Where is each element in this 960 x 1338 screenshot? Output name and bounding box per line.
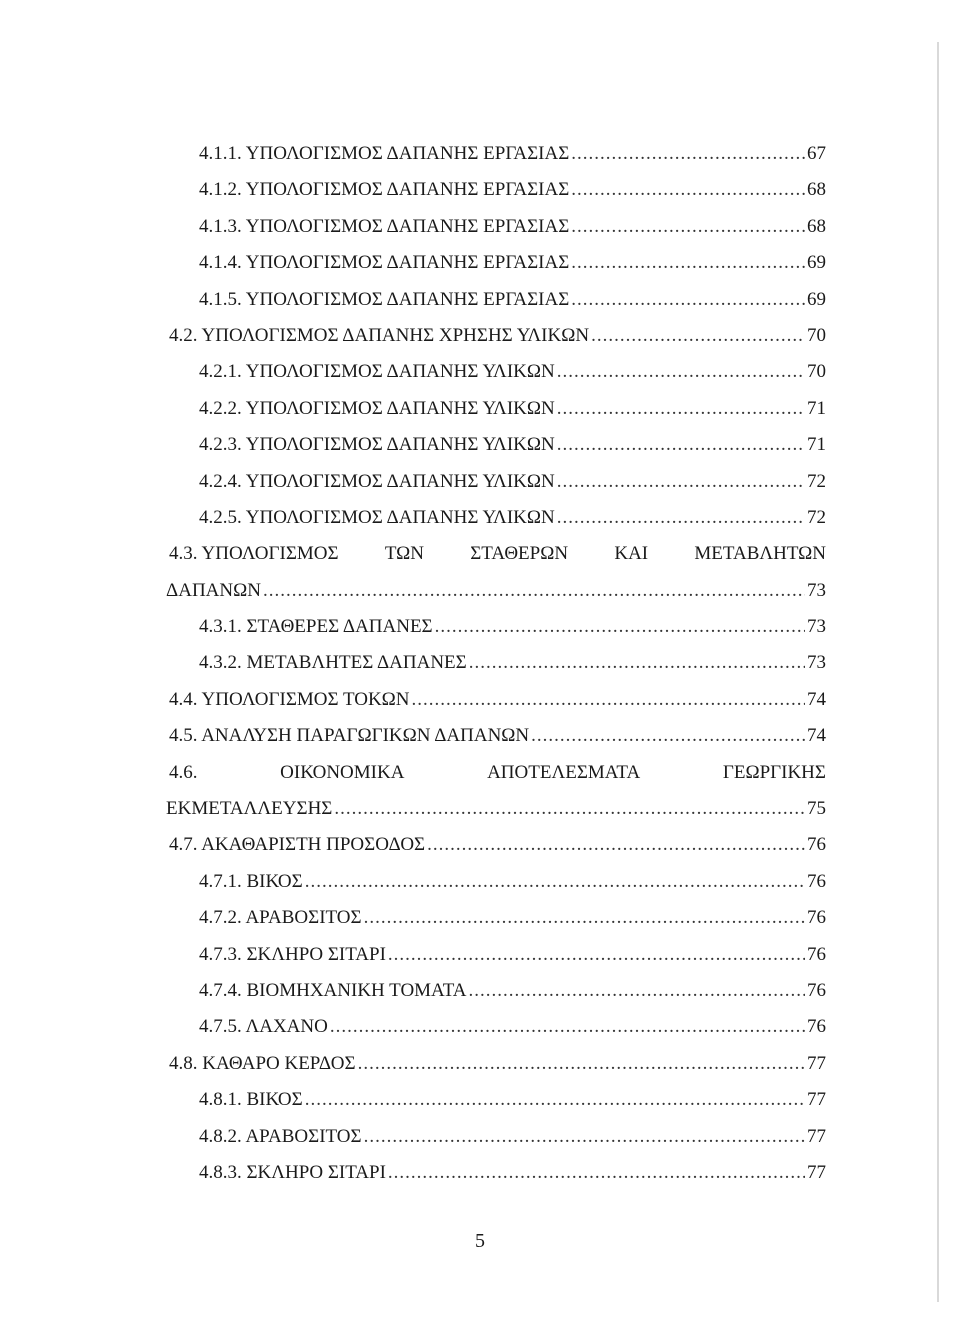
toc-entry-label: 4.8.2. ΑΡΑΒΟΣΙΤΟΣ: [199, 1125, 362, 1147]
toc-entry: [166, 718, 826, 754]
toc-entry: [166, 827, 826, 863]
toc-entry-label: 4.7. ΑΚΑΘΑΡΙΣΤΗ ΠΡΟΣΟΔΟΣ: [169, 834, 426, 856]
toc-entry-page: 74: [807, 725, 826, 747]
toc-entry: [166, 864, 826, 900]
toc-entry-label: 4.1.4. ΥΠΟΛΟΓΙΣΜΟΣ ΔΑΠΑΝΗΣ ΕΡΓΑΣΙΑΣ: [199, 252, 570, 274]
toc-leader-dots: [571, 282, 805, 318]
toc-entry-label: ΕΚΜΕΤΑΛΛΕΥΣΗΣ: [166, 798, 333, 820]
toc-leader-dots: [557, 464, 805, 500]
toc-entry-page: 74: [807, 688, 826, 710]
toc-entry-label: 4.7.3. ΣΚΛΗΡΟ ΣΙΤΑΡΙ: [199, 943, 386, 965]
toc-entry-page: 72: [807, 470, 826, 492]
toc-entry-wrapped-line: [166, 755, 826, 791]
toc-entry-page: 70: [807, 324, 826, 346]
toc-entry: [166, 937, 826, 973]
toc-entry: [166, 500, 826, 536]
toc-word: ΜΕΤΑΒΛΗΤΩΝ: [694, 543, 826, 565]
toc-entry-page: 76: [807, 979, 826, 1001]
toc-entry: [166, 973, 826, 1009]
toc-leader-dots: [305, 1082, 805, 1118]
toc-entry-page: 73: [807, 579, 826, 601]
toc-word: ΓΕΩΡΓΙΚΗΣ: [722, 761, 826, 783]
toc-entry-page: 76: [807, 834, 826, 856]
toc-entry-page: 71: [807, 397, 826, 419]
toc-entry-label: 4.7.4. ΒΙΟΜΗΧΑΝΙΚΗ ΤΟΜΑΤΑ: [199, 979, 467, 1001]
toc-entry-wrapped-line: [166, 536, 826, 572]
toc-entry: [166, 1046, 826, 1082]
toc-entry: [166, 791, 826, 827]
toc-entry-label: 4.1.1. ΥΠΟΛΟΓΙΣΜΟΣ ΔΑΠΑΝΗΣ ΕΡΓΑΣΙΑΣ: [199, 143, 570, 164]
toc-word: ΣΤΑΘΕΡΩΝ: [470, 543, 569, 565]
toc-entry: [166, 900, 826, 936]
toc-leader-dots: [435, 609, 805, 645]
toc-entry-page: 76: [807, 907, 826, 929]
toc-entry-page: 77: [807, 1052, 826, 1074]
toc-entry-page: 70: [807, 361, 826, 383]
toc-word: ΚΑΙ: [614, 543, 649, 565]
toc-entry: [166, 318, 826, 354]
toc-leader-dots: [412, 682, 805, 718]
toc-entry-page: 77: [807, 1089, 826, 1111]
toc-leader-dots: [571, 136, 805, 172]
toc-leader-dots: [305, 864, 805, 900]
toc-entry: [166, 427, 826, 463]
toc-leader-dots: [358, 1046, 805, 1082]
toc-leader-dots: [364, 1119, 805, 1155]
toc-leader-dots: [334, 791, 805, 827]
toc-leader-dots: [557, 427, 805, 463]
toc-entry: [166, 645, 826, 681]
toc-entry-page: 77: [807, 1125, 826, 1147]
page-number: 5: [475, 1230, 485, 1252]
toc-entry-label: 4.2. ΥΠΟΛΟΓΙΣΜΟΣ ΔΑΠΑΝΗΣ ΧΡΗΣΗΣ ΥΛΙΚΩΝ: [169, 324, 590, 346]
toc-entry-page: 73: [807, 616, 826, 638]
toc-entry: [166, 391, 826, 427]
toc-leader-dots: [571, 209, 805, 245]
toc-entry: [166, 1009, 826, 1045]
toc-entry-label: 4.2.2. ΥΠΟΛΟΓΙΣΜΟΣ ΔΑΠΑΝΗΣ ΥΛΙΚΩΝ: [199, 397, 555, 419]
toc-entry-label: 4.8.3. ΣΚΛΗΡΟ ΣΙΤΑΡΙ: [199, 1161, 386, 1183]
toc-word: ΑΠΟΤΕΛΕΣΜΑΤΑ: [487, 761, 641, 783]
page-edge-line: [937, 42, 939, 1302]
toc-entry-page: 67: [807, 143, 826, 164]
toc-entry-label: 4.7.5. ΛΑΧΑΝΟ: [199, 1016, 328, 1038]
toc-leader-dots: [557, 354, 805, 390]
toc-word: ΟΙΚΟΝΟΜΙΚΑ: [280, 761, 405, 783]
toc-entry: [166, 136, 826, 172]
toc-entry: [166, 1155, 826, 1191]
toc-entry-label: 4.1.3. ΥΠΟΛΟΓΙΣΜΟΣ ΔΑΠΑΝΗΣ ΕΡΓΑΣΙΑΣ: [199, 215, 570, 237]
toc-entry-page: 76: [807, 1016, 826, 1038]
toc-entry-label: 4.1.2. ΥΠΟΛΟΓΙΣΜΟΣ ΔΑΠΑΝΗΣ ΕΡΓΑΣΙΑΣ: [199, 179, 570, 201]
toc-leader-dots: [571, 172, 805, 208]
toc-entry: [166, 573, 826, 609]
toc-entry-label: 4.8.1. ΒΙΚΟΣ: [199, 1089, 303, 1111]
toc-entry-label: 4.2.5. ΥΠΟΛΟΓΙΣΜΟΣ ΔΑΠΑΝΗΣ ΥΛΙΚΩΝ: [199, 506, 555, 528]
toc-entry-label: ΔΑΠΑΝΩΝ: [166, 579, 261, 601]
toc-entry: [166, 172, 826, 208]
toc-leader-dots: [427, 827, 805, 863]
toc-entry-page: 69: [807, 288, 826, 310]
toc-word: 4.3. ΥΠΟΛΟΓΙΣΜΟΣ: [169, 543, 339, 565]
toc-entry: [166, 282, 826, 318]
toc-leader-dots: [557, 391, 805, 427]
toc-entry: [166, 682, 826, 718]
toc-entry-label: 4.8. ΚΑΘΑΡΟ ΚΕΡΔΟΣ: [169, 1052, 356, 1074]
toc-entry-page: 68: [807, 179, 826, 201]
toc-leader-dots: [469, 645, 805, 681]
toc-entry: [166, 245, 826, 281]
toc-entry: [166, 609, 826, 645]
toc-entry-page: 76: [807, 943, 826, 965]
toc-entry-label: 4.1.5. ΥΠΟΛΟΓΙΣΜΟΣ ΔΑΠΑΝΗΣ ΕΡΓΑΣΙΑΣ: [199, 288, 570, 310]
toc-leader-dots: [364, 900, 805, 936]
toc-leader-dots: [388, 1155, 805, 1191]
toc-entry-label: 4.5. ΑΝΑΛΥΣΗ ΠΑΡΑΓΩΓΙΚΩΝ ΔΑΠΑΝΩΝ: [169, 725, 530, 747]
toc-entry: [166, 1082, 826, 1118]
toc-entry: [166, 1119, 826, 1155]
toc-word: 4.6.: [169, 761, 198, 783]
toc-leader-dots: [263, 573, 805, 609]
toc-entry: [166, 464, 826, 500]
toc-leader-dots: [330, 1009, 805, 1045]
toc-word: ΤΩΝ: [384, 543, 424, 565]
toc-entry-page: 75: [807, 798, 826, 820]
toc-entry-page: 72: [807, 506, 826, 528]
toc-entry-page: 73: [807, 652, 826, 674]
toc-entry-page: 69: [807, 252, 826, 274]
toc-entry-page: 76: [807, 870, 826, 892]
toc-entry: [166, 209, 826, 245]
toc-leader-dots: [591, 318, 805, 354]
toc-entry-label: 4.3.1. ΣΤΑΘΕΡΕΣ ΔΑΠΑΝΕΣ: [199, 616, 433, 638]
toc-leader-dots: [388, 937, 805, 973]
toc-entry-page: 77: [807, 1161, 826, 1183]
toc-entry-page: 71: [807, 434, 826, 456]
table-of-contents: [166, 136, 826, 1191]
toc-leader-dots: [469, 973, 806, 1009]
toc-entry-page: 68: [807, 215, 826, 237]
toc-leader-dots: [557, 500, 805, 536]
toc-entry: [166, 354, 826, 390]
toc-leader-dots: [531, 718, 805, 754]
toc-entry-label: 4.4. ΥΠΟΛΟΓΙΣΜΟΣ ΤΟΚΩΝ: [169, 688, 410, 710]
toc-entry-label: 4.7.1. ΒΙΚΟΣ: [199, 870, 303, 892]
toc-entry-label: 4.2.4. ΥΠΟΛΟΓΙΣΜΟΣ ΔΑΠΑΝΗΣ ΥΛΙΚΩΝ: [199, 470, 555, 492]
toc-entry-label: 4.2.3. ΥΠΟΛΟΓΙΣΜΟΣ ΔΑΠΑΝΗΣ ΥΛΙΚΩΝ: [199, 434, 555, 456]
toc-entry-label: 4.7.2. ΑΡΑΒΟΣΙΤΟΣ: [199, 907, 362, 929]
toc-entry-label: 4.3.2. ΜΕΤΑΒΛΗΤΕΣ ΔΑΠΑΝΕΣ: [199, 652, 467, 674]
toc-entry-label: 4.2.1. ΥΠΟΛΟΓΙΣΜΟΣ ΔΑΠΑΝΗΣ ΥΛΙΚΩΝ: [199, 361, 555, 383]
toc-leader-dots: [571, 245, 805, 281]
